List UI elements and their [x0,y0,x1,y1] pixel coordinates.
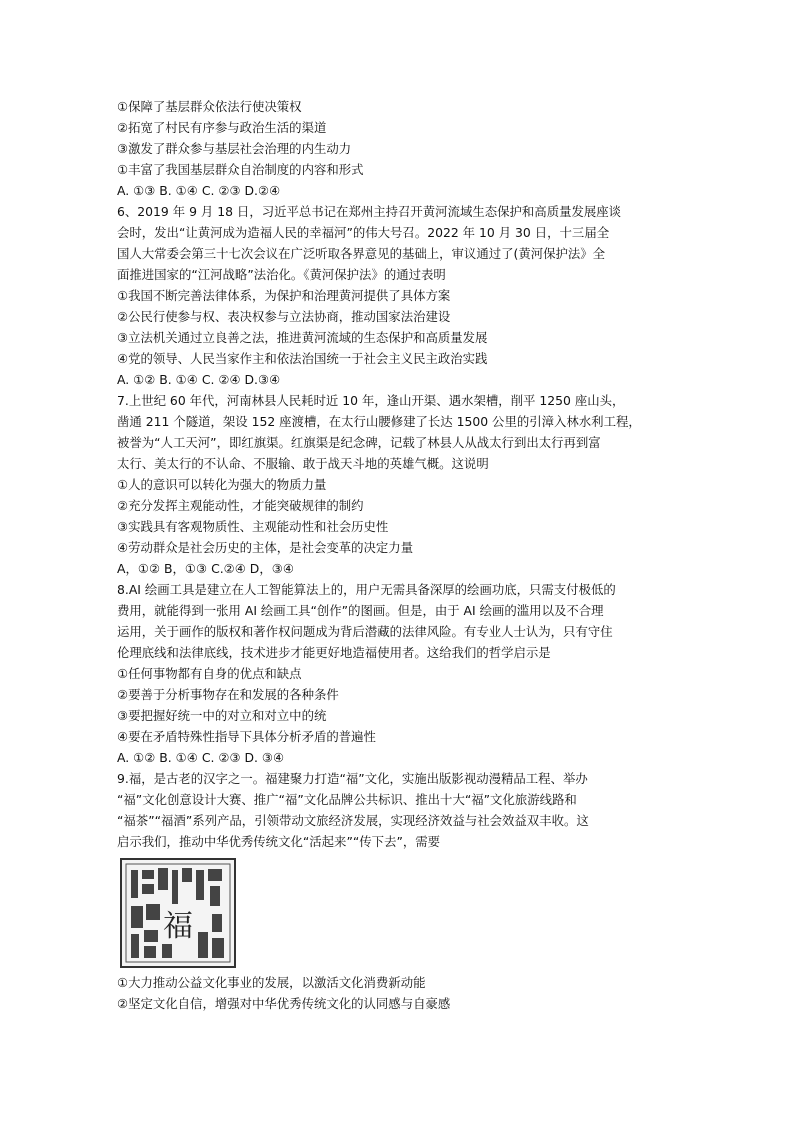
q8-answer-choices: A. ①② B. ①④ C. ②③ D. ③④ [117,750,285,765]
q5-option: ①丰富了我国基层群众自治制度的内容和形式 [117,162,364,177]
q6-stem-line: 6、2019 年 9 月 18 日，习近平总书记在郑州主持召开黄河流域生态保护和高质量发展座谈 [117,204,622,219]
q5-option: ②拓宽了村民有序参与政治生活的渠道 [117,120,327,135]
q5-option: ①保障了基层群众依法行使决策权 [117,99,302,114]
q6-option: ④党的领导、人民当家作主和依法治国统一于社会主义民主政治实践 [117,351,488,366]
q8-option: ①任何事物都有自身的优点和缺点 [117,666,302,681]
q8-stem-line: 8.AI 绘画工具是建立在人工智能算法上的，用户无需具备深厚的绘画功底，只需支付极低的 [117,582,616,597]
question-7 [117,390,679,579]
q8-stem-line: 伦理底线和法律底线，技术进步才能更好地造福使用者。这给我们的哲学启示是 [117,645,551,660]
q6-stem-line: 会时，发出“让黄河成为造福人民的幸福河”的伟大号召。2022 年 10 月 30 日，十三届全 [117,225,610,240]
q7-stem-line: 被誉为“人工天河”，即红旗渠。红旗渠是纪念碑，记载了林县人从战太行到出太行再到富 [117,435,601,450]
q6-option: ①我国不断完善法律体系，为保护和治理黄河提供了具体方案 [117,288,451,303]
q7-stem-line: 凿通 211 个隧道，架设 152 座渡槽，在太行山腰修建了长达 1500 公里的引漳入林水利工程， [117,414,641,429]
q6-stem-line: 面推进国家的“江河战略”法治化。《黄河保护法》的通过表明 [117,267,446,282]
q7-option: ③实践具有客观物质性、主观能动性和社会历史性 [117,519,389,534]
q7-option: ④劳动群众是社会历史的主体，是社会变革的决定力量 [117,540,414,555]
q9-stem-line: 9.福，是古老的汉字之一。福建聚力打造“福”文化，实施出版影视动漫精品工程、举办 [117,771,588,786]
q5-option: ③激发了群众参与基层社会治理的内生动力 [117,141,352,156]
q9-stem-line: “福”文化创意设计大赛、推广“福”文化品牌公共标识、推出十大“福”文化旅游线路和 [117,792,577,807]
q5-options [117,96,679,201]
q9-option: ①大力推动公益文化事业的发展，以激活文化消费新动能 [117,975,426,990]
q6-option: ③立法机关通过立良善之法，推进黄河流域的生态保护和高质量发展 [117,330,488,345]
q5-answer-choices: A. ①③ B. ①④ C. ②③ D.②④ [117,183,281,198]
q6-stem-line: 国人大常委会第三十七次会议在广泛听取各界意见的基础上，审议通过了(黄河保护法》全 [117,246,606,261]
q7-stem-line: 太行、美太行的不认命、不服输、敢于战天斗地的英雄气概。这说明 [117,456,489,471]
question-6 [117,201,679,390]
q7-option: ①人的意识可以转化为强大的物质力量 [117,477,327,492]
q8-option: ④要在矛盾特殊性指导下具体分析矛盾的普遍性 [117,729,376,744]
q7-option: ②充分发挥主观能动性，才能突破规律的制约 [117,498,364,513]
fu-character: 福 [163,909,193,944]
q6-answer-choices: A. ①② B. ①④ C. ②④ D.③④ [117,372,281,387]
q7-stem-line: 7.上世纪 60 年代，河南林县人民耗时近 10 年，逢山开渠、遇水架槽，削平 1250 座山头， [117,393,625,408]
exam-page [117,96,679,1014]
q8-option: ②要善于分析事物存在和发展的各种条件 [117,687,339,702]
q9-stem-line: 启示我们，推动中华优秀传统文化“活起来”“传下去”，需要 [117,834,441,849]
q8-stem-line: 费用，就能得到一张用 AI 绘画工具“创作”的图画。但是，由于 AI 绘画的滥用以及不合理 [117,603,604,618]
q9-option: ②坚定文化自信，增强对中华优秀传统文化的认同感与自豪感 [117,996,451,1011]
q8-option: ③要把握好统一中的对立和对立中的统 [117,708,327,723]
q7-answer-choices: A，①② B，①③ C.②④ D，③④ [117,561,294,576]
q8-stem-line: 运用，关于画作的版权和著作权问题成为背后潜藏的法律风险。有专业人士认为，只有守住 [117,624,613,639]
fu-calligraphy-drawing [122,860,234,966]
question-9 [117,768,679,1014]
question-8 [117,579,679,768]
q9-stem-line: “福茶”“福酒”系列产品，引领带动文旅经济发展，实现经济效益与社会效益双丰收。这 [117,813,589,828]
q6-option: ②公民行使参与权、表决权参与立法协商，推动国家法治建设 [117,309,451,324]
fu-calligraphy-image [120,858,236,968]
